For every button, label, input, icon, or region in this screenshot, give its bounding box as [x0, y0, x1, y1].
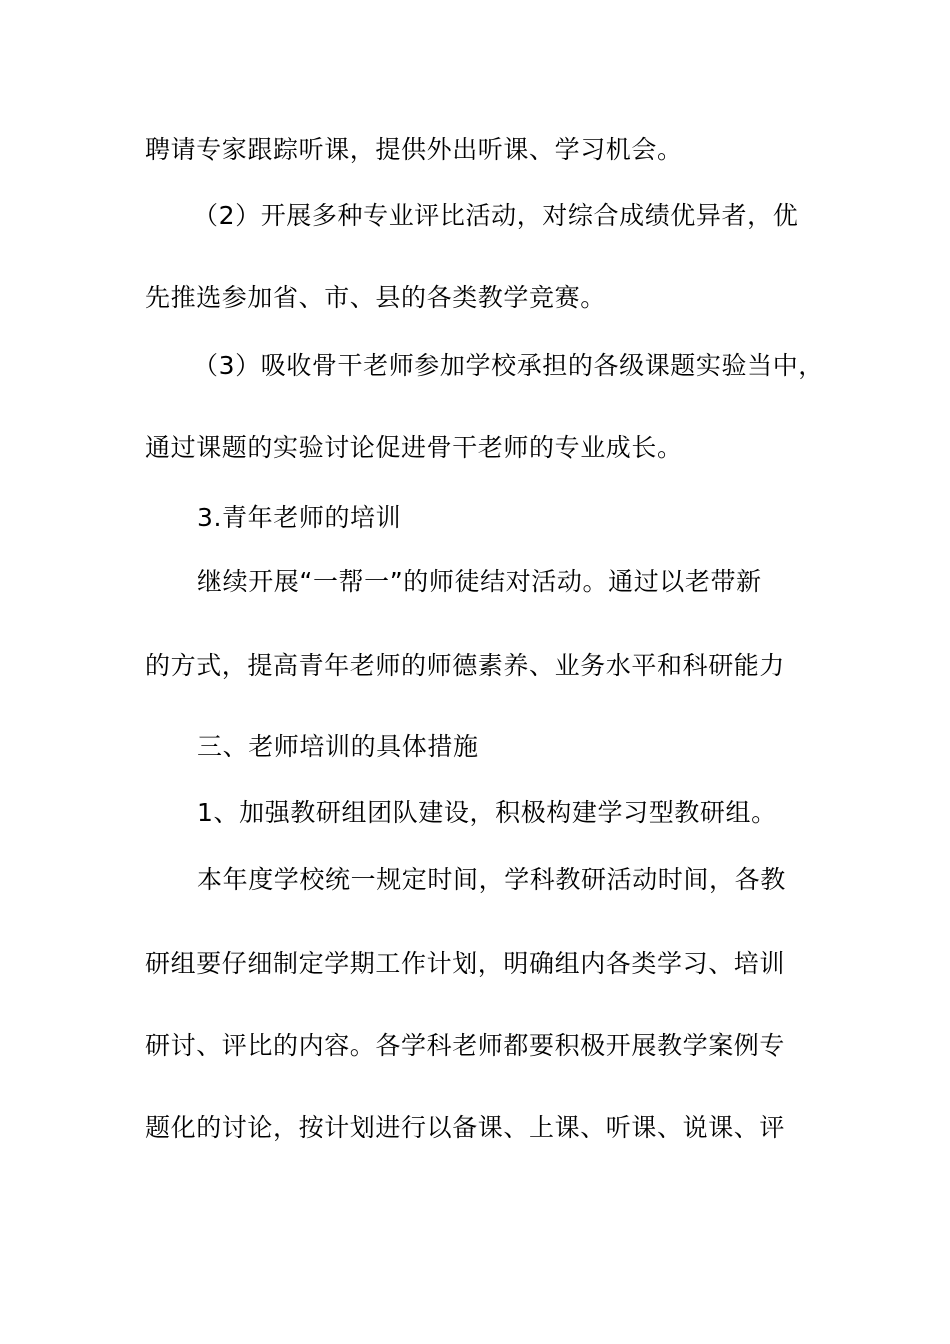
paragraph-line: （3）吸收骨干老师参加学校承担的各级课题实验当中，: [193, 351, 824, 380]
paragraph-line: 题化的讨论，按计划进行以备课、上课、听课、说课、评: [145, 1113, 786, 1142]
paragraph-line: 本年度学校统一规定时间，学科教研活动时间，各教: [197, 865, 786, 894]
paragraph-line: 继续开展“一帮一”的师徒结对活动。通过以老带新: [197, 567, 762, 596]
paragraph-line: 聘请专家跟踪听课，提供外出听课、学习机会。: [145, 135, 683, 164]
section-heading: 三、老师培训的具体措施: [197, 732, 479, 761]
section-heading: 3.青年老师的培训: [197, 503, 402, 532]
subsection-heading: 1、加强教研组团队建设，积极构建学习型教研组。: [197, 798, 777, 827]
paragraph-line: 的方式，提高青年老师的师德素养、业务水平和科研能力: [145, 651, 786, 680]
paragraph-line: 研组要仔细制定学期工作计划，明确组内各类学习、培训: [145, 949, 786, 978]
paragraph-line: 通过课题的实验讨论促进骨干老师的专业成长。: [145, 433, 683, 462]
paragraph-line: 研讨、评比的内容。各学科老师都要积极开展教学案例专: [145, 1031, 786, 1060]
paragraph-line: （2）开展多种专业评比活动，对综合成绩优异者，优: [193, 201, 799, 230]
paragraph-line: 先推选参加省、市、县的各类教学竞赛。: [145, 283, 606, 312]
